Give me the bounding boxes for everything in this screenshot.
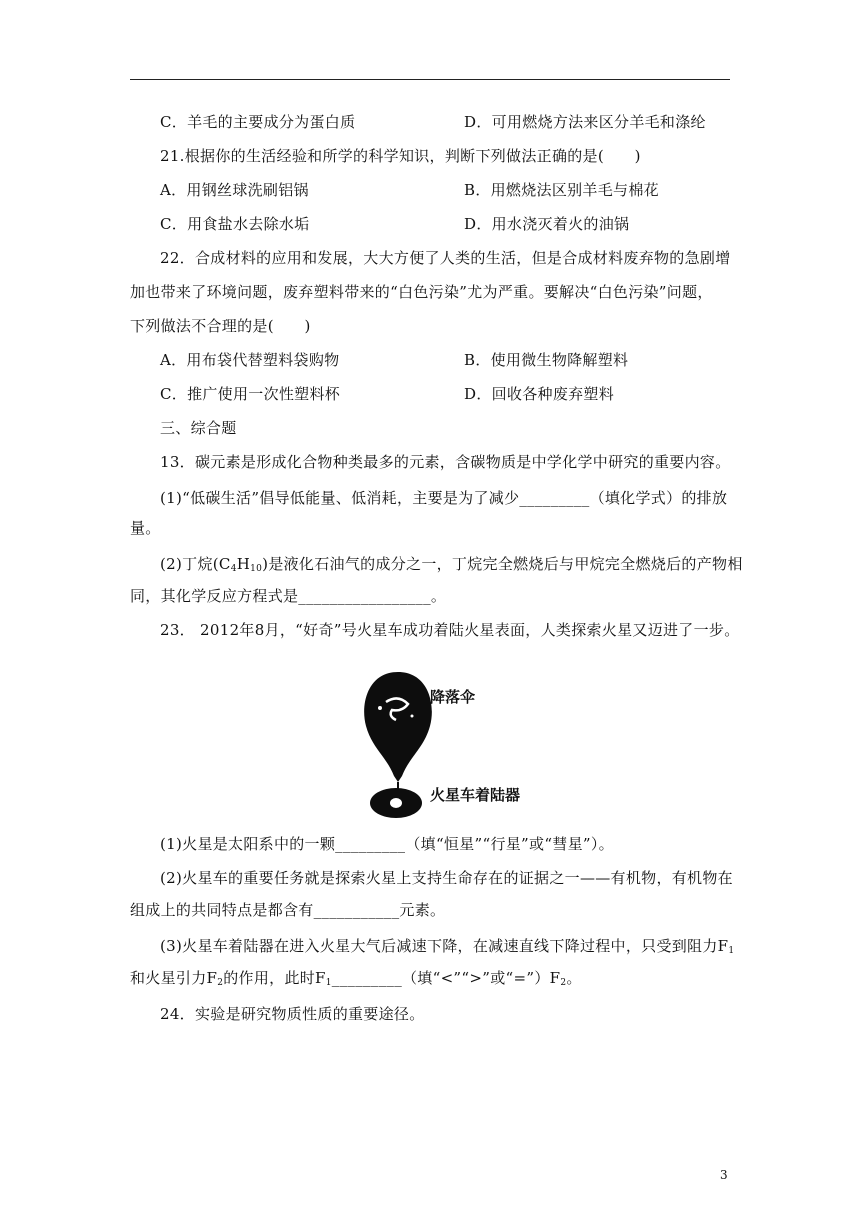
q22-option-b: B．使用微生物降解塑料	[464, 351, 629, 369]
q21-option-a: A．用钢丝球洗刷铝锅	[160, 181, 309, 199]
lander-label: 火星车着陆器	[430, 786, 521, 804]
question-22-line3: 下列做法不合理的是( )	[130, 317, 311, 335]
question-24: 24．实验是研究物质性质的重要途径。	[160, 1005, 425, 1023]
section-heading: 三、综合题	[160, 419, 237, 437]
q23-part3-line1: (3)火星车着陆器在进入火星大气后减速下降，在减速直线下降过程中，只受到阻力$F_1$	[160, 937, 735, 956]
q21-option-b: B．用燃烧法区别羊毛与棉花	[464, 181, 659, 199]
q21-option-c: C．用食盐水去除水垢	[160, 215, 310, 233]
q23-part1: (1)火星是太阳系中的一颗_________（填“恒星”“行星”或“彗星”）。	[160, 835, 614, 853]
q23-part3-line2: 和火星引力$F_2$的作用，此时$F_1\_\_\_\_\_\_\_\_\_$（填“<”“>”或“$=”)F_2$。	[130, 969, 582, 988]
q22-option-c: C．推广使用一次性塑料杯	[160, 385, 341, 403]
q13-part2-line2: 同，其化学反应方程式是_________________。	[130, 587, 447, 605]
q13-part2-line1: (2)丁烷$(C_4H_{10})$是液化石油气的成分之一，丁烷完全燃烧后与甲烷完全燃烧后的产物相	[160, 555, 743, 574]
question-21: 21.根据你的生活经验和所学的科学知识，判断下列做法正确的是( )	[160, 147, 641, 165]
header-rule	[130, 79, 730, 80]
question-22-line1: 22．合成材料的应用和发展，大大方便了人类的生活，但是合成材料废弃物的急剧增	[160, 249, 731, 267]
parachute-lander-figure	[358, 664, 521, 824]
q23-part2-line2: 组成上的共同特点是都含有___________元素。	[130, 901, 446, 919]
q23-part2-line1: (2)火星车的重要任务就是探索火星上支持生命存在的证据之一——有机物，有机物在	[160, 869, 733, 887]
q13-part1-line2: 量。	[130, 519, 161, 537]
question-23: 23． 2012年8月，“好奇”号火星车成功着陆火星表面，人类探索火星又迈进了一步。	[160, 621, 740, 639]
parachute-label: 降落伞	[430, 688, 476, 706]
q13-part1-line1: (1)“低碳生活”倡导低能量、低消耗，主要是为了减少_________（填化学式）的排放	[160, 489, 728, 507]
option-c-text: C．羊毛的主要成分为蛋白质	[160, 113, 356, 131]
page-number: 3	[720, 1168, 728, 1182]
q21-option-d: D．用水浇灭着火的油锅	[464, 215, 630, 233]
option-d-text: D．可用燃烧方法来区分羊毛和涤纶	[464, 113, 706, 131]
q22-option-d: D．回收各种废弃塑料	[464, 385, 615, 403]
question-22-line2: 加也带来了环境问题，废弃塑料带来的“白色污染”尤为严重。要解决“白色污染”问题，	[130, 283, 713, 301]
q22-option-a: A．用布袋代替塑料袋购物	[160, 351, 340, 369]
question-13: 13．碳元素是形成化合物种类最多的元素，含碳物质是中学化学中研究的重要内容。	[160, 453, 731, 471]
